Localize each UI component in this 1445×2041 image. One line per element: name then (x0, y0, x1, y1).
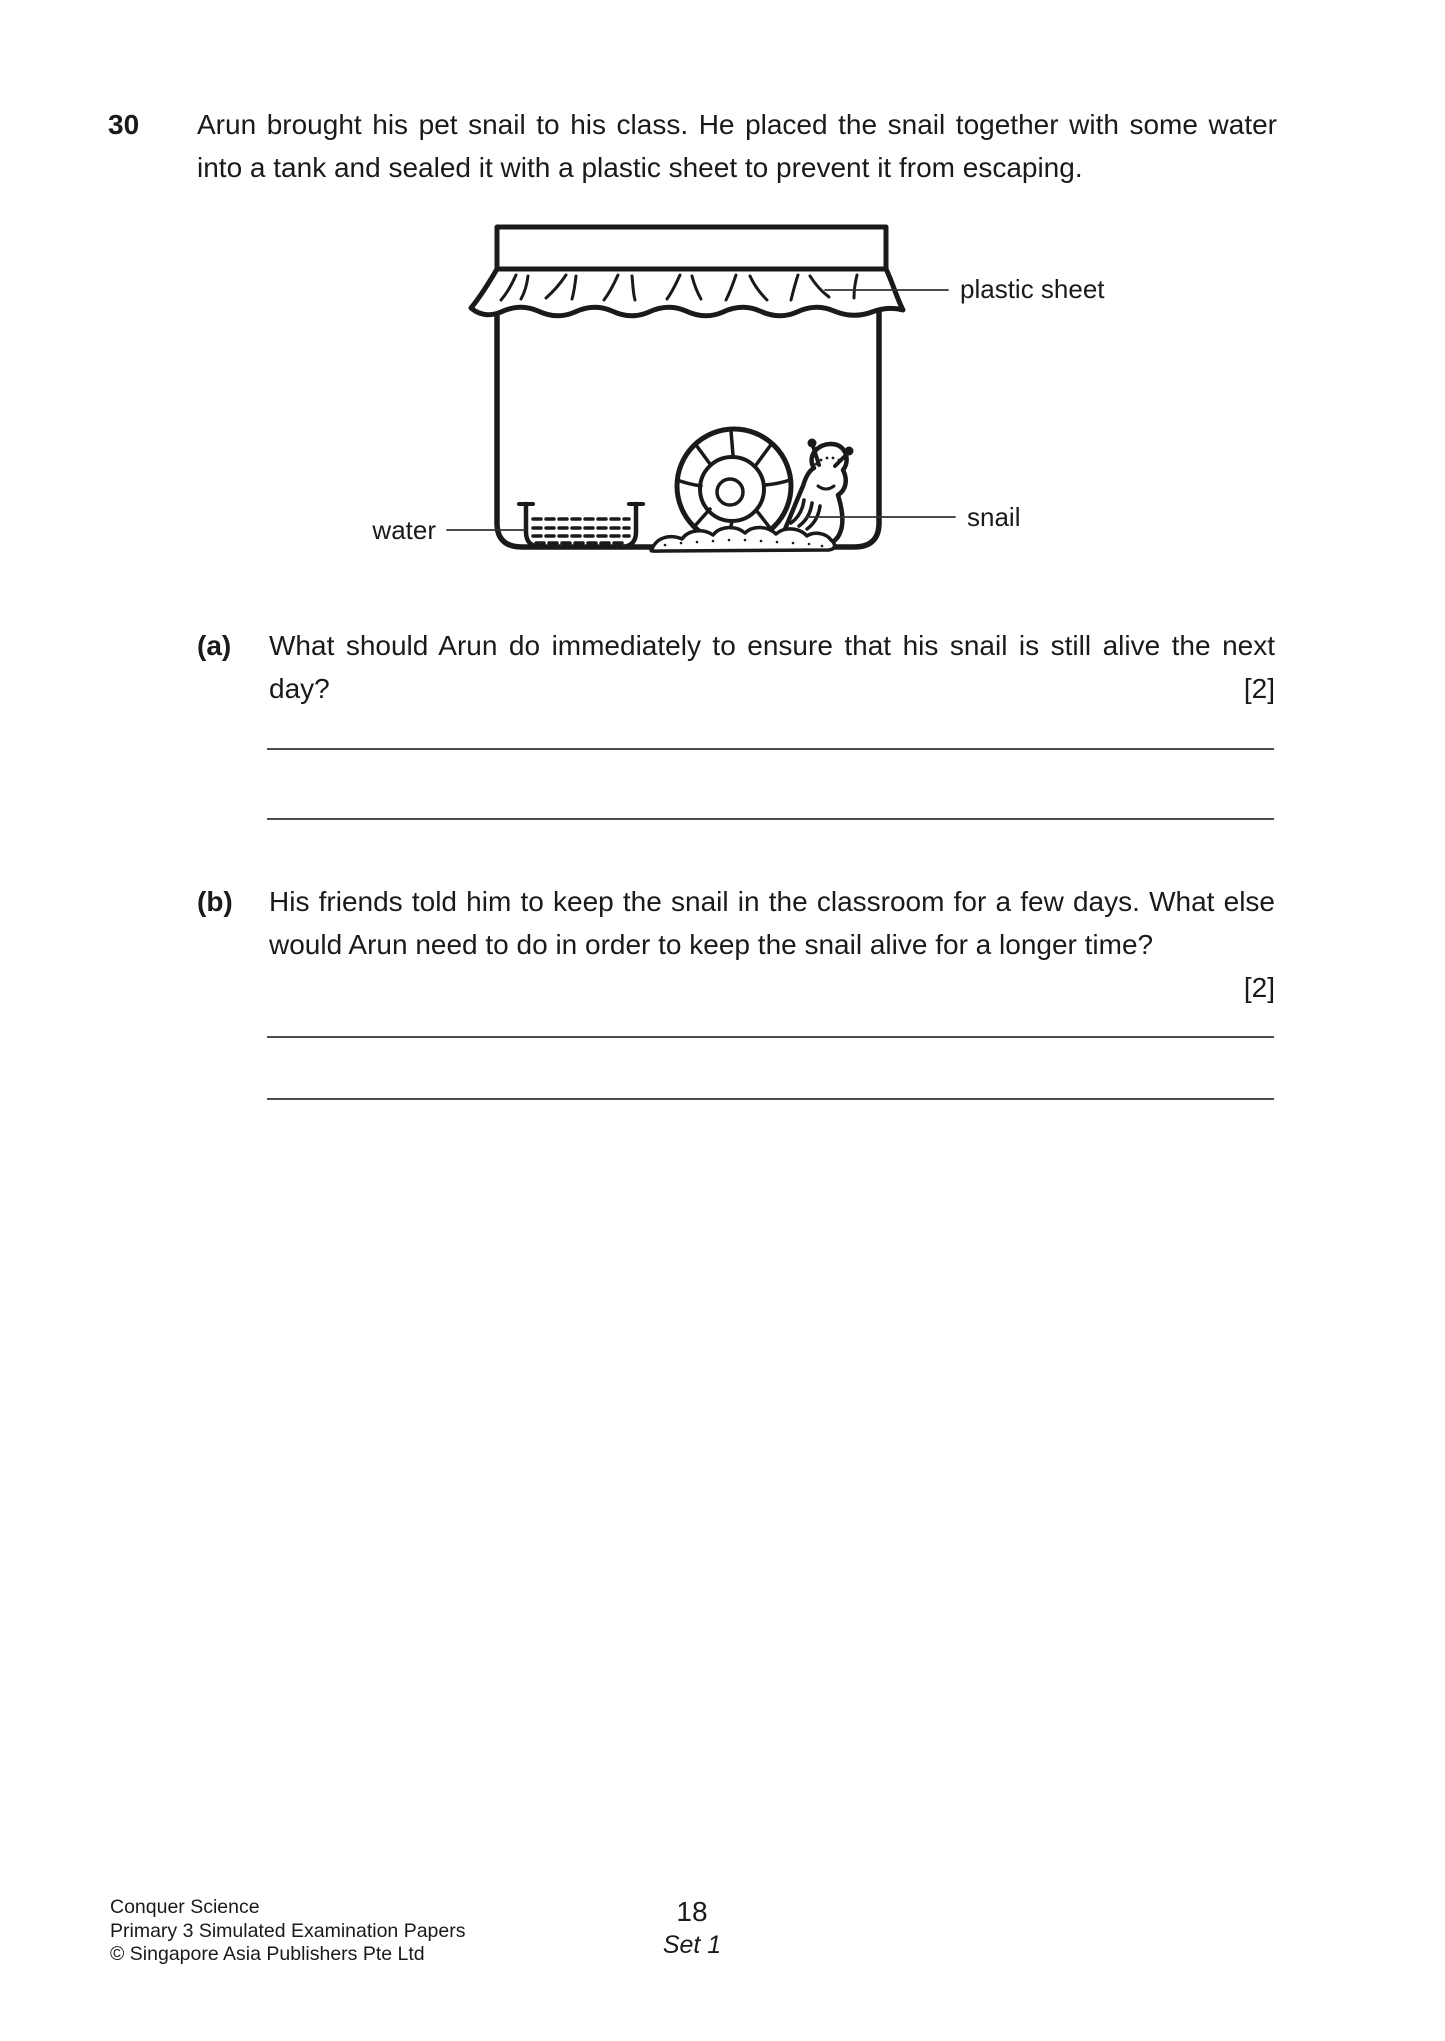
part-a-marks: [2] (1243, 673, 1275, 704)
tank-lid (497, 227, 886, 269)
question-intro-text: Arun brought his pet snail to his class. He placed the snail together with some water into a tank and sealed it with a plastic sheet to prevent it from escaping. (197, 109, 1277, 183)
label-water: water (372, 515, 436, 545)
part-a-answer-line-1 (267, 748, 1274, 750)
footer-copyright: © Singapore Asia Publishers Pte Ltd (110, 1943, 425, 1965)
part-a-question: What should Arun do immediately to ensure that his snail is still alive the next day? (269, 630, 1275, 704)
part-a-label: (a) (197, 630, 232, 661)
tank-diagram (370, 218, 1130, 563)
part-b-label: (b) (197, 886, 233, 917)
plastic-sheet-ruffle (471, 269, 903, 316)
set-label: Set 1 (662, 1931, 722, 1959)
footer-page-block (572, 1894, 812, 1960)
question-number: 30 (108, 109, 140, 140)
part-b-answer-line-2 (267, 1098, 1274, 1100)
part-b-question: His friends told him to keep the snail in the classroom for a few days. What else would Arun need to do in order to keep the snail alive for a longer time? (269, 886, 1275, 960)
part-a-answer-line-2 (267, 818, 1274, 820)
footer-book-title: Primary 3 Simulated Examination Papers (110, 1919, 466, 1942)
label-snail: snail (967, 502, 1021, 532)
part-b-marks: [2] (1243, 972, 1275, 1003)
footer-publisher-block (110, 1896, 466, 1967)
page-number: 18 (676, 1896, 708, 1927)
label-plastic-sheet: plastic sheet (960, 274, 1105, 304)
part-b-answer-line-1 (267, 1036, 1274, 1038)
footer-series-title: Conquer Science (110, 1896, 260, 1918)
